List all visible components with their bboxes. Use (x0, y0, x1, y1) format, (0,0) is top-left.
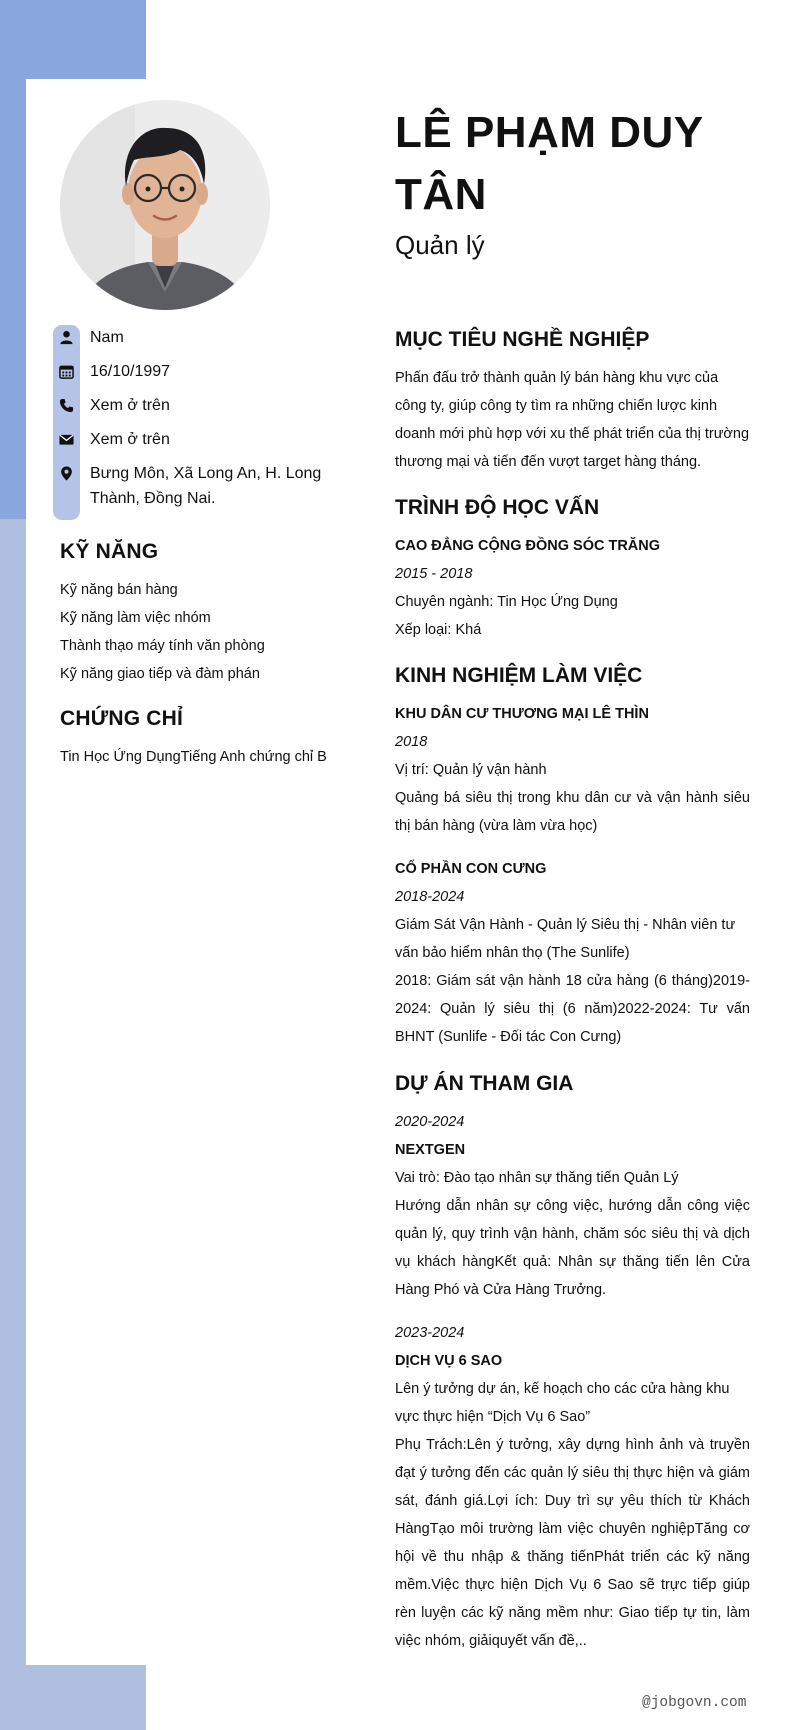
education-major: Chuyên ngành: Tin Học Ứng Dụng (395, 594, 618, 610)
education-section (395, 532, 750, 644)
person-icon (59, 330, 74, 345)
gender-value: Nam (90, 329, 124, 346)
phone-icon (59, 398, 74, 413)
job-company: CỔ PHẦN CON CƯNG (395, 861, 547, 877)
objective-text: Phấn đấu trở thành quản lý bán hàng khu vực của công ty, giúp công ty tìm ra những chiến lược kinh doanh mới phù hợp với xu thế phát triển của thị trường thương mại và tiến đến vượt target hàng tháng. (395, 370, 750, 470)
project-role: Vai trò: Đào tạo nhân sự thăng tiến Quản Lý (395, 1170, 679, 1186)
education-heading: TRÌNH ĐỘ HỌC VẤN (395, 496, 600, 519)
job-position: Vị trí: Quản lý vận hành (395, 762, 547, 778)
mail-icon (59, 432, 74, 447)
education-period: 2015 - 2018 (395, 566, 473, 582)
certificates-heading: CHỨNG CHỈ (60, 707, 184, 730)
certificates-text: Tin Học Ứng DụngTiếng Anh chứng chỉ B (60, 749, 327, 765)
skill-item: Kỹ năng giao tiếp và đàm phán (60, 666, 260, 682)
phone-value: Xem ở trên (90, 397, 170, 414)
candidate-title: Quản lý (395, 230, 485, 260)
skills-heading: KỸ NĂNG (60, 540, 159, 563)
project-period: 2020-2024 (395, 1114, 465, 1130)
project-name: DỊCH VỤ 6 SAO (395, 1353, 503, 1369)
job-position: Giám Sát Vận Hành - Quản lý Siêu thị - Nhân viên tư vấn bảo hiểm nhân thọ (The Sunlife) (395, 917, 736, 961)
project-period: 2023-2024 (395, 1325, 465, 1341)
job-period: 2018 (395, 734, 428, 750)
job-description: 2018: Giám sát vận hành 18 cửa hàng (6 tháng)2019-2024: Quản lý siêu thị (6 năm)2022-2024: Tư vấn BHNT (Sunlife - Đối tác Con Cưng) (395, 973, 750, 1045)
job-company: KHU DÂN CƯ THƯƠNG MẠI LÊ THÌN (395, 706, 649, 722)
projects-heading: DỰ ÁN THAM GIA (395, 1072, 574, 1095)
info-icon-bar (53, 325, 80, 520)
education-grade: Xếp loại: Khá (395, 622, 482, 638)
project-role: Lên ý tưởng dự án, kế hoạch cho các cửa hàng khu vực thực hiện “Dịch Vụ 6 Sao” (395, 1381, 730, 1425)
location-pin-icon (59, 466, 74, 481)
calendar-icon (59, 364, 74, 379)
candidate-name: LÊ PHẠM DUY TÂN (395, 108, 703, 219)
job-period: 2018-2024 (395, 889, 465, 905)
experience-section (395, 700, 750, 1051)
projects-section (395, 1108, 750, 1655)
birthdate-value: 16/10/1997 (90, 363, 171, 380)
job-description: Quảng bá siêu thị trong khu dân cư và vận hành siêu thị bán hàng (vừa làm vừa học) (395, 790, 750, 834)
objective-section (395, 364, 750, 476)
experience-heading: KINH NGHIỆM LÀM VIỆC (395, 664, 643, 687)
address-value: Bưng Môn, Xã Long An, H. Long Thành, Đồng Nai. (90, 465, 322, 507)
school-name: CAO ĐẲNG CỘNG ĐỒNG SÓC TRĂNG (395, 538, 661, 554)
profile-photo (60, 100, 270, 310)
footer-credit: @jobgovn.com (642, 1695, 747, 1711)
project-name: NEXTGEN (395, 1142, 466, 1158)
skill-item: Kỹ năng làm việc nhóm (60, 610, 211, 626)
skill-item: Thành thạo máy tính văn phòng (60, 638, 265, 654)
project-description: Hướng dẫn nhân sự công việc, hướng dẫn công việc quản lý, quy trình vận hành, chăm sóc siêu thị và dịch vụ khách hàngKết quả: Nhân sự thăng tiến lên Cửa Hàng Phó và Cửa Hàng Trưởng. (395, 1198, 750, 1298)
objective-heading: MỤC TIÊU NGHỀ NGHIỆP (395, 328, 650, 351)
email-value: Xem ở trên (90, 431, 170, 448)
skill-item: Kỹ năng bán hàng (60, 582, 178, 598)
project-description: Phụ Trách:Lên ý tưởng, xây dựng hình ảnh và truyền đạt ý tưởng đến các quản lý siêu thị thực hiện và giám sát, đánh giá.Lợi ích: Duy trì sự yêu thích từ Khách HàngTạo môi trường làm việc chuyên nghiệpTăng cơ hội về thu nhập & thăng tiếnPhát triển các kỹ năng mềm.Việc thực hiện Dịch Vụ 6 Sao sẽ trực tiếp giúp rèn luyện các kỹ năng mềm như: Giao tiếp tự tin, làm việc nhóm, giảiquyết vấn đề,.. (395, 1437, 750, 1649)
